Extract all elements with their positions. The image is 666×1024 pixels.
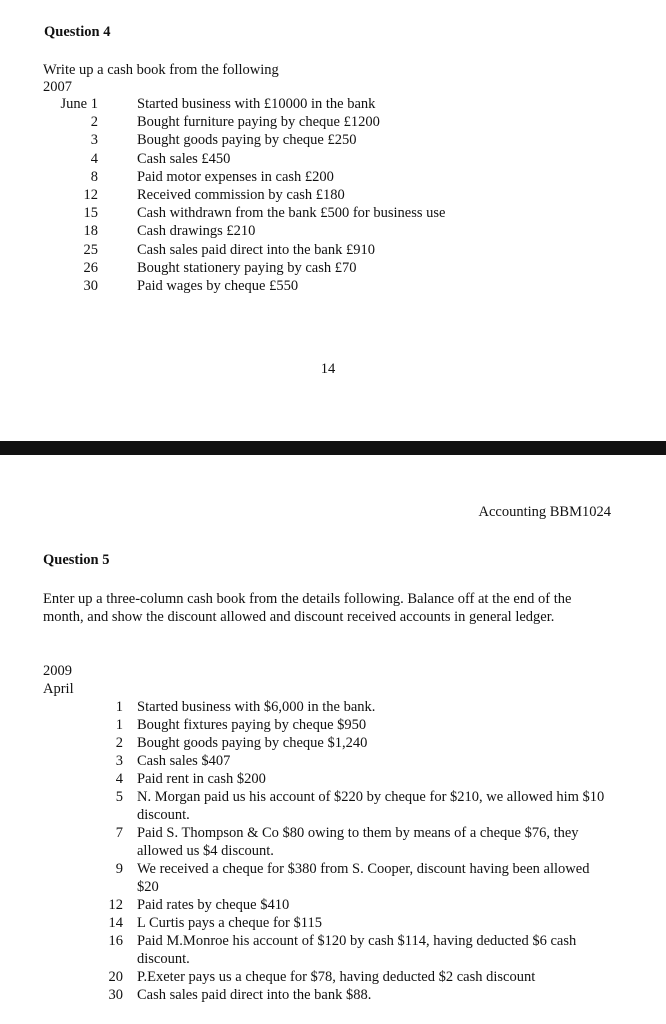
question-5-entry-list	[0, 698, 666, 1004]
page-number: 14	[320, 361, 336, 377]
entry-date: 2	[90, 114, 98, 131]
entry-date: 14	[108, 915, 123, 931]
list-item	[0, 752, 666, 770]
entry-text: Cash sales $407	[137, 753, 231, 769]
list-item	[0, 716, 666, 734]
entry-text: Bought fixtures paying by cheque $950	[137, 717, 367, 733]
entry-text: P.Exeter pays us a cheque for $78, having deducted $2 cash discount	[137, 969, 536, 985]
list-item	[0, 204, 666, 222]
list-item	[0, 914, 666, 932]
entry-date: 7	[115, 825, 123, 841]
list-item	[0, 131, 666, 149]
entry-date: June 1	[60, 96, 98, 112]
list-item	[0, 241, 666, 259]
entry-text: Cash drawings £210	[137, 223, 256, 240]
list-item	[0, 168, 666, 186]
entry-date: 12	[83, 186, 98, 203]
entry-date: 26	[83, 259, 98, 276]
page-divider	[0, 441, 666, 455]
entry-text: Received commission by cash £180	[137, 186, 345, 203]
list-item	[0, 698, 666, 716]
entry-text: Paid rent in cash $200	[137, 771, 266, 787]
entry-date: 20	[108, 969, 123, 985]
entry-text: Cash withdrawn from the bank £500 for business use	[137, 205, 446, 222]
list-item	[0, 150, 666, 168]
entry-date: 4	[115, 771, 123, 787]
list-item	[0, 186, 666, 204]
list-item	[0, 222, 666, 240]
entry-text: Cash sales paid direct into the bank £910	[137, 241, 375, 258]
entry-text: N. Morgan paid us his account of $220 by cheque for $210, we allowed him $10 discount.	[137, 789, 605, 823]
list-item	[0, 770, 666, 788]
entry-text: Cash sales paid direct into the bank $88.	[137, 987, 372, 1003]
entry-text: Paid wages by cheque £550	[137, 277, 299, 294]
list-item	[0, 860, 666, 896]
entry-date: 12	[108, 897, 123, 913]
list-item	[0, 259, 666, 277]
list-item	[0, 986, 666, 1004]
course-header: Accounting BBM1024	[478, 504, 611, 520]
entry-text: Bought furniture paying by cheque £1200	[137, 114, 380, 131]
entry-date: 15	[83, 205, 98, 222]
entry-date: 2	[115, 735, 123, 751]
list-item	[0, 734, 666, 752]
entry-text: Bought stationery paying by cash £70	[137, 259, 357, 276]
entry-text: Bought goods paying by cheque £250	[137, 132, 357, 149]
list-item	[0, 896, 666, 914]
entry-date: 3	[115, 753, 123, 769]
entry-date: 30	[83, 277, 98, 294]
question-4-title: Question 4	[44, 24, 111, 40]
entry-date: 30	[108, 987, 123, 1003]
entry-date: 1	[115, 717, 123, 733]
entry-date: 3	[90, 132, 98, 149]
entry-date: 9	[115, 861, 123, 877]
entry-date: 16	[108, 933, 123, 949]
entry-text: Paid M.Monroe his account of $120 by cash $114, having deducted $6 cash discount.	[137, 933, 577, 967]
question-4-intro: Write up a cash book from the following	[43, 62, 279, 78]
entry-text: Cash sales £450	[137, 150, 231, 167]
entry-text: Bought goods paying by cheque $1,240	[137, 735, 368, 751]
entry-text: Paid motor expenses in cash £200	[137, 168, 334, 185]
list-item	[0, 932, 666, 968]
list-item	[0, 824, 666, 860]
list-item	[0, 788, 666, 824]
list-item	[0, 113, 666, 131]
question-4-year: 2007	[43, 79, 72, 95]
entry-date: 5	[115, 789, 123, 805]
question-5-year: 2009	[43, 663, 72, 679]
question-5-month: April	[43, 681, 74, 697]
entry-date: 25	[83, 241, 98, 258]
entry-text: Paid S. Thompson & Co $80 owing to them by means of a cheque $76, they allowed us $4 discount.	[137, 825, 579, 859]
entry-text: Started business with $6,000 in the bank.	[137, 699, 376, 715]
entry-date: 1	[115, 699, 123, 715]
entry-text: L Curtis pays a cheque for $115	[137, 915, 322, 931]
question-5-title: Question 5	[43, 552, 110, 568]
entry-date: 18	[83, 223, 98, 240]
question-4-entry-list	[0, 95, 666, 295]
entry-text: We received a cheque for $380 from S. Cooper, discount having been allowed $20	[137, 861, 590, 895]
entry-date: 4	[90, 150, 98, 167]
list-item	[0, 968, 666, 986]
entry-text: Started business with £10000 in the bank	[137, 96, 376, 112]
question-5-intro: Enter up a three-column cash book from the details following. Balance off at the end of the month, and show the discount allowed and discount received accounts in general ledger.	[43, 591, 572, 625]
entry-date: 8	[90, 168, 98, 185]
entry-text: Paid rates by cheque $410	[137, 897, 290, 913]
list-item	[0, 95, 666, 113]
list-item	[0, 277, 666, 295]
